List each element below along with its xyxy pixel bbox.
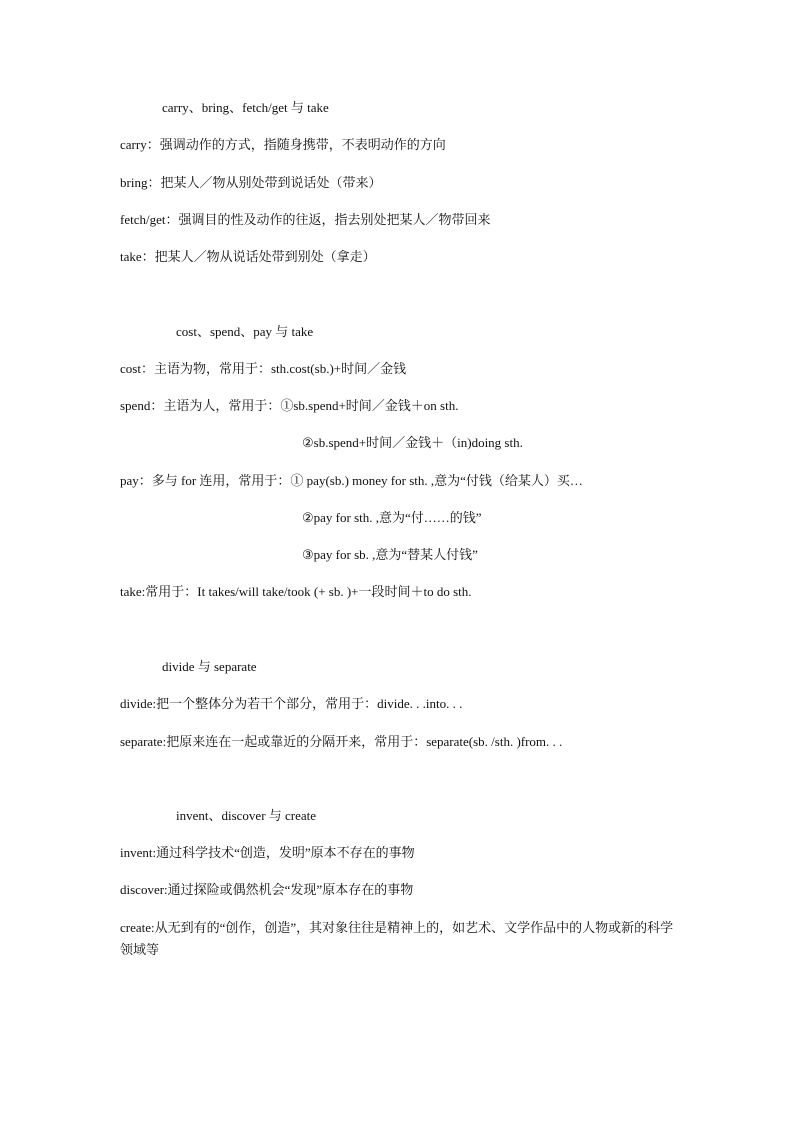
definition-discover: discover:通过探险或偶然机会“发现”原本存在的事物 (120, 882, 414, 897)
definition-fetch-get: fetch/get：强调目的性及动作的往返，指去别处把某人／物带回来 (120, 212, 491, 227)
definition-bring: bring：把某人／物从别处带到说话处（带来） (120, 175, 382, 190)
definition-pay-3: ③pay for sb. ,意为“替某人付钱” (302, 547, 478, 562)
definition-take: take：把某人／物从说话处带到别处（拿走） (120, 249, 376, 264)
definition-take-time: take:常用于：It takes/will take/took (+ sb. )+一段时间＋to do sth. (120, 584, 472, 599)
definition-pay-1: pay：多与 for 连用，常用于：① pay(sb.) money for sth. ,意为“付钱（给某人）买… (120, 473, 583, 488)
definition-separate: separate:把原来连在一起或靠近的分隔开来，常用于：separate(sb. /sth. )from. . . (120, 734, 563, 749)
definition-spend-1: spend：主语为人，常用于：①sb.spend+时间／金钱＋on sth. (120, 398, 459, 413)
section-heading-carry-bring: carry、bring、fetch/get 与 take (162, 100, 329, 115)
section-heading-invent-discover: invent、discover 与 create (176, 808, 317, 823)
definition-pay-2: ②pay for sth. ,意为“付……的钱” (302, 510, 482, 525)
definition-spend-2: ②sb.spend+时间／金钱＋（in)doing sth. (302, 435, 523, 450)
definition-invent: invent:通过科学技术“创造，发明”原本不存在的事物 (120, 845, 415, 860)
definition-carry: carry：强调动作的方式，指随身携带，不表明动作的方向 (120, 137, 446, 152)
section-heading-cost-spend: cost、spend、pay 与 take (176, 324, 314, 339)
definition-divide: divide:把一个整体分为若干个部分，常用于：divide. . .into. . . (120, 696, 463, 711)
definition-cost: cost：主语为物，常用于：sth.cost(sb.)+时间／金钱 (120, 361, 407, 376)
definition-create: create:从无到有的“创作，创造”，其对象往往是精神上的，如艺术、文学作品中的人物或新的科学领域等 (120, 920, 674, 957)
section-heading-divide-separate: divide 与 separate (162, 659, 257, 674)
